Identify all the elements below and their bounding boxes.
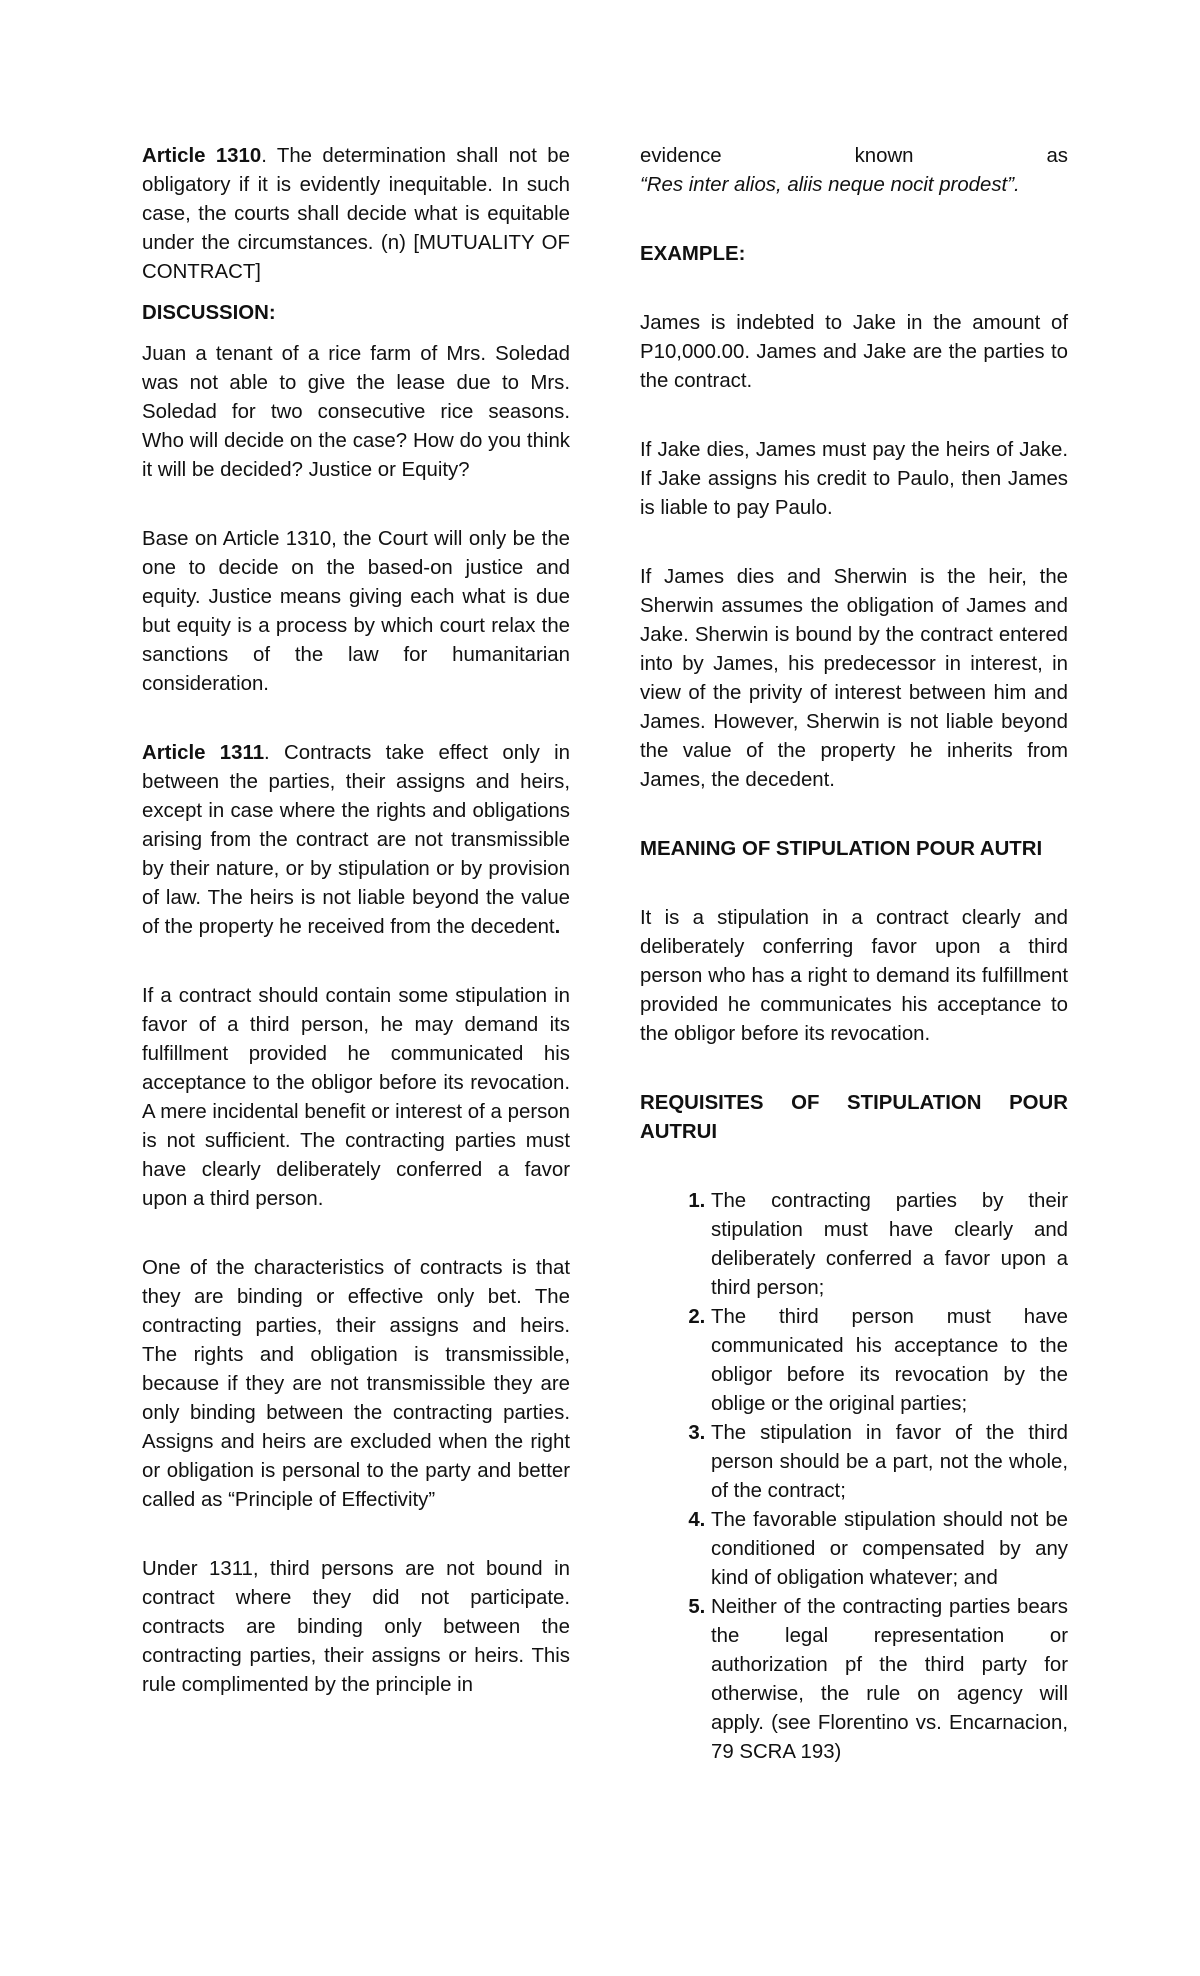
article-1311-label: Article 1311 xyxy=(142,742,265,764)
discussion-heading: DISCUSSION: xyxy=(142,302,276,324)
left-column xyxy=(142,142,570,1700)
requisite-item: 4. The favorable stipulation should not be conditioned or compensated by any kind of obligation whatever; and xyxy=(711,1506,1068,1593)
third-person-paragraph: If a contract should contain some stipulation in favor of a third person, he may demand its fulfillment provided he communicated his acceptance to the obligor before its revocation. A mere incidental benefit or interest of a person is not sufficient. The contracting parties must have clearly deliberately conferred a favor upon a third person. xyxy=(142,985,570,1210)
article-1310-label: Article 1310 xyxy=(142,145,262,167)
article-1310-text: . The determination shall not be obligatory if it is evidently inequitable. In such case, the courts shall decide what is equitable under the circumstances. (n) [MUTUALITY OF CONTRACT] xyxy=(142,145,570,283)
requisite-item: 5. Neither of the contracting parties bears the legal representation or authorization pf the third party for otherwise, the rule on agency will apply. (see Florentino vs. Encarnacion, 79 SCRA 193) xyxy=(711,1593,1068,1767)
example-heading: EXAMPLE: xyxy=(640,243,746,265)
discussion-paragraph-2: Base on Article 1310, the Court will only be the one to decide on the based-on justice and equity. Justice means giving each what is due but equity is a process by which court relax the sanctions of the law for humanitarian consideration. xyxy=(142,528,570,695)
right-column xyxy=(640,142,1068,1767)
article-1311-text: . Contracts take effect only in between the parties, their assigns and heirs, except in case where the rights and obligations arising from the contract are not transmissible by their nature, or by stipulation or by provision of law. The heirs is not liable beyond the value of the property he received from the decedent xyxy=(142,742,570,938)
res-inter-alios xyxy=(640,171,1068,200)
evidence-known-line: evidence known as xyxy=(640,145,1068,167)
example-paragraph-1: James is indebted to Jake in the amount of P10,000.00. James and Jake are the parties to the contract. xyxy=(640,312,1068,392)
meaning-paragraph: It is a stipulation in a contract clearly and deliberately conferring favor upon a third person who has a right to demand its fulfillment provided he communicates his acceptance to the obligor before its revocation. xyxy=(640,907,1068,1045)
requisites-heading: REQUISITES OF STIPULATION POUR AUTRUI xyxy=(640,1092,1068,1143)
requisite-item: 2. The third person must have communicated his acceptance to the obligor before its revocation by the oblige or the original parties; xyxy=(711,1303,1068,1419)
res-inter-alios-text: “Res inter alios, aliis neque nocit prodest”. xyxy=(640,174,1020,196)
article-1310 xyxy=(142,142,570,287)
example-paragraph-2: If Jake dies, James must pay the heirs of Jake. If Jake assigns his credit to Paulo, then James is liable to pay Paulo. xyxy=(640,439,1068,519)
under-1311-paragraph: Under 1311, third persons are not bound in contract where they did not participate. contracts are binding only between the contracting parties, their assigns or heirs. This rule complimented by the principle in xyxy=(142,1558,570,1696)
article-1311-end: . xyxy=(554,916,561,938)
requisites-list xyxy=(640,1187,1068,1767)
characteristics-paragraph: One of the characteristics of contracts is that they are binding or effective only bet. The contracting parties, their assigns and heirs. The rights and obligation is transmissible, because if they are not transmissible they are only binding between the contracting parties. Assigns and heirs are excluded when the right or obligation is personal to the party and better called as “Principle of Effectivity” xyxy=(142,1257,570,1511)
requisite-item: 1. The contracting parties by their stipulation must have clearly and deliberately conferred a favor upon a third person; xyxy=(711,1187,1068,1303)
discussion-paragraph-1: Juan a tenant of a rice farm of Mrs. Soledad was not able to give the lease due to Mrs. Soledad for two consecutive rice seasons. Who will decide on the case? How do you think it will be decided? Justice or Equity? xyxy=(142,343,570,481)
example-paragraph-3: If James dies and Sherwin is the heir, the Sherwin assumes the obligation of James and Jake. Sherwin is bound by the contract entered into by James, his predecessor in interest, in view of the privity of interest between him and James. However, Sherwin is not liable beyond the value of the property he inherits from James, the decedent. xyxy=(640,566,1068,791)
meaning-heading: MEANING OF STIPULATION POUR AUTRI xyxy=(640,838,1043,860)
article-1311 xyxy=(142,739,570,942)
requisite-item: 3. The stipulation in favor of the third person should be a part, not the whole, of the contract; xyxy=(711,1419,1068,1506)
